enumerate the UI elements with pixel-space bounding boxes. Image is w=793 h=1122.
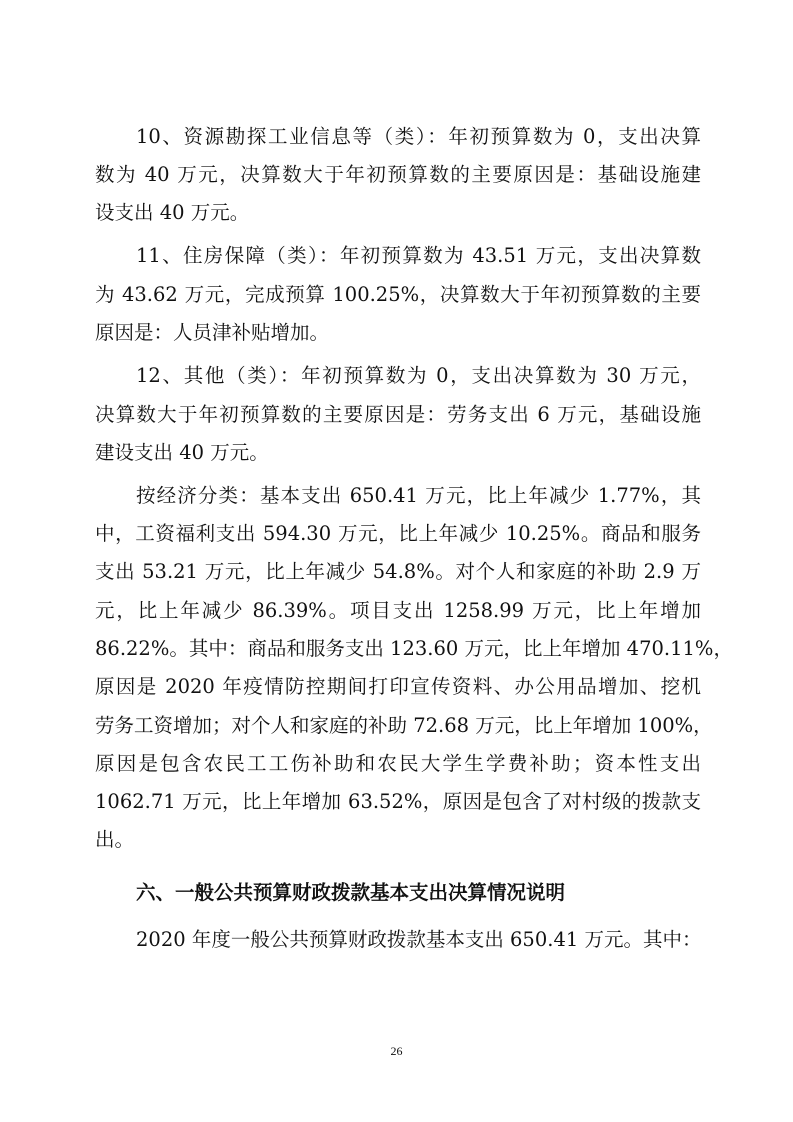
section-heading: 六、一般公共预算财政拨款基本支出决算情况说明: [136, 881, 566, 904]
item-10-line-2: 数为 40 万元，决算数大于年初预算数的主要原因是：基础设施建: [95, 163, 701, 186]
item-11-line-1: 11、住房保障（类）：年初预算数为 43.51 万元，支出决算数: [136, 244, 701, 267]
economic-line-4: 元，比上年减少 86.39%。项目支出 1258.99 万元，比上年增加: [95, 599, 701, 622]
economic-line-10: 出。: [95, 828, 135, 851]
economic-line-6: 原因是 2020 年疫情防控期间打印宣传资料、办公用品增加、挖机: [95, 675, 701, 698]
item-12-line-3: 建设支出 40 万元。: [95, 441, 269, 464]
economic-line-9: 1062.71 万元，比上年增加 63.52%，原因是包含了对村级的拨款支: [95, 790, 701, 813]
economic-line-7: 劳务工资增加；对个人和家庭的补助 72.68 万元，比上年增加 100%，: [95, 714, 713, 737]
item-10-line-1: 10、资源勘探工业信息等（类）：年初预算数为 0，支出决算: [136, 125, 701, 148]
economic-line-1: 按经济分类：基本支出 650.41 万元，比上年减少 1.77%，其: [136, 484, 701, 507]
economic-line-5: 86.22%。其中：商品和服务支出 123.60 万元，比上年增加 470.11%，: [95, 637, 733, 660]
economic-line-3: 支出 53.21 万元，比上年减少 54.8%。对个人和家庭的补助 2.9 万: [95, 560, 701, 583]
item-11-line-2: 为 43.62 万元，完成预算 100.25%，决算数大于年初预算数的主要: [95, 283, 701, 306]
page-number: 26: [390, 1044, 403, 1058]
item-10-line-3: 设支出 40 万元。: [95, 201, 250, 224]
item-12-line-2: 决算数大于年初预算数的主要原因是：劳务支出 6 万元，基础设施: [95, 403, 701, 426]
economic-line-2: 中，工资福利支出 594.30 万元，比上年减少 10.25%。商品和服务: [95, 522, 701, 545]
item-11-line-3: 原因是：人员津补贴增加。: [95, 321, 330, 344]
item-12-line-1: 12、其他（类）：年初预算数为 0，支出决算数为 30 万元，: [136, 364, 701, 387]
closing-line: 2020 年度一般公共预算财政拨款基本支出 650.41 万元。其中：: [136, 928, 702, 951]
economic-line-8: 原因是包含农民工工伤补助和农民大学生学费补助；资本性支出: [95, 752, 701, 775]
